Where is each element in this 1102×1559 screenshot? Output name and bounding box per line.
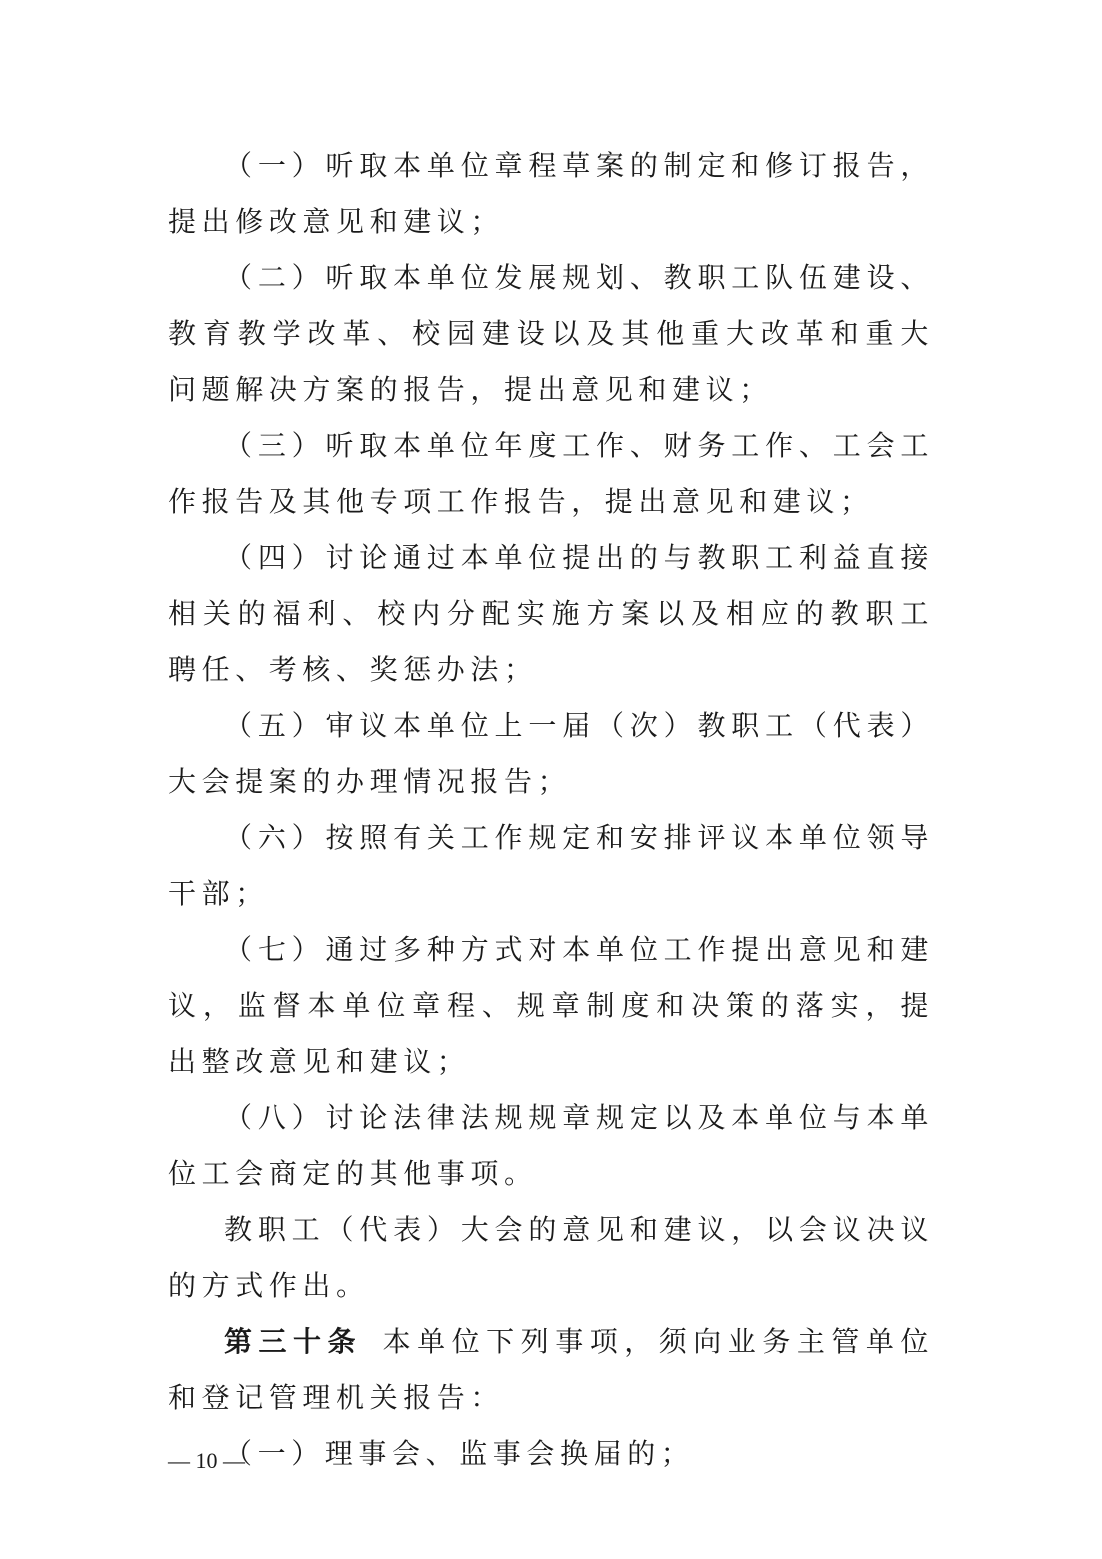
item-7-paragraph: （七）通过多种方式对本单位工作提出意见和建议，监督本单位章程、规章制度和决策的落实，提出整改意见和建议；: [168, 933, 934, 1078]
article-30-paragraph: [168, 1314, 934, 1426]
page-number: — 10 —: [168, 1448, 245, 1473]
article-spacer: [362, 1325, 382, 1358]
item-4-paragraph: （四）讨论通过本单位提出的与教职工利益直接相关的福利、校内分配实施方案以及相应的教职工聘任、考核、奖惩办法；: [168, 541, 934, 686]
item-6-paragraph: （六）按照有关工作规定和安排评议本单位领导干部；: [168, 821, 934, 910]
article-30-item-1-paragraph: （一）理事会、监事会换届的；: [224, 1437, 695, 1470]
item-2-paragraph: （二）听取本单位发展规划、教职工队伍建设、教育教学改革、校园建设以及其他重大改革和重大问题解决方案的报告，提出意见和建议；: [168, 261, 934, 406]
document-body: [168, 138, 934, 1482]
item-1-paragraph: （一）听取本单位章程草案的制定和修订报告，提出修改意见和建议；: [168, 149, 934, 238]
item-5-paragraph: （五）审议本单位上一届（次）教职工（代表）大会提案的办理情况报告；: [168, 709, 934, 798]
item-8-paragraph: （八）讨论法律法规规章规定以及本单位与本单位工会商定的其他事项。: [168, 1101, 934, 1190]
item-3-paragraph: （三）听取本单位年度工作、财务工作、工会工作报告及其他专项工作报告，提出意见和建议；: [168, 429, 934, 518]
article-text: 本单位下列事项，须向业务主管单位和登记管理机关报告：: [168, 1325, 934, 1414]
article-number: 第三十条: [224, 1325, 363, 1358]
resolution-paragraph: 教职工（代表）大会的意见和建议，以会议决议的方式作出。: [168, 1213, 934, 1302]
